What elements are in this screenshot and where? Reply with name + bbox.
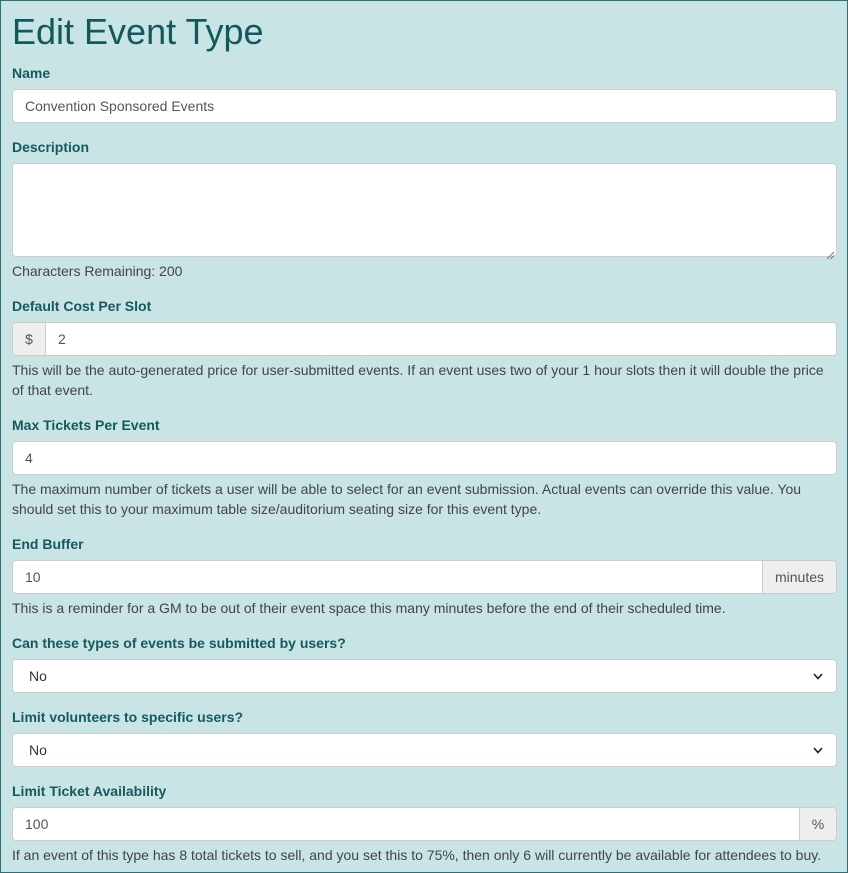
user-submitted-label: Can these types of events be submitted by users? (12, 635, 346, 651)
default-cost-input[interactable]: 2 (45, 322, 837, 356)
max-tickets-help: The maximum number of tickets a user will be able to select for an event submission. Actual events can override this value. You should set this to your maximum table size/auditorium seating size for this event type. (12, 481, 802, 517)
limit-volunteers-select[interactable] (12, 733, 837, 767)
max-tickets-form-group (12, 415, 837, 519)
max-tickets-input[interactable]: 4 (12, 441, 837, 475)
description-form-group (12, 137, 837, 281)
chevron-down-icon (812, 744, 824, 756)
name-input[interactable]: Convention Sponsored Events (12, 89, 837, 123)
user-submitted-select[interactable] (12, 659, 837, 693)
default-cost-label: Default Cost Per Slot (12, 298, 152, 314)
ticket-availability-help: If an event of this type has 8 total tickets to sell, and you set this to 75%, then only 6 will currently be available for attendees to buy. (12, 847, 822, 863)
end-buffer-help: This is a reminder for a GM to be out of their event space this many minutes before the end of their scheduled time. (12, 600, 726, 616)
limit-volunteers-label: Limit volunteers to specific users? (12, 709, 244, 725)
end-buffer-input-group (12, 560, 837, 594)
description-label: Description (12, 139, 90, 155)
end-buffer-label: End Buffer (12, 536, 84, 552)
default-cost-help: This will be the auto-generated price for user-submitted events. If an event uses two of your 1 hour slots then it will double the price of that event. (12, 362, 824, 398)
resize-grip-icon[interactable] (826, 246, 834, 254)
max-tickets-label: Max Tickets Per Event (12, 417, 160, 433)
page-title: Edit Event Type (12, 11, 264, 52)
limit-volunteers-selected: No (29, 742, 47, 758)
minutes-addon: minutes (763, 560, 837, 594)
ticket-availability-form-group (12, 781, 837, 865)
default-cost-input-group (12, 322, 837, 356)
default-cost-form-group (12, 296, 837, 400)
ticket-availability-label: Limit Ticket Availability (12, 783, 167, 799)
user-submitted-selected: No (29, 668, 47, 684)
name-form-group (12, 63, 837, 123)
user-submitted-form-group (12, 633, 837, 693)
ticket-availability-input-group (12, 807, 837, 841)
chevron-down-icon (812, 670, 824, 682)
ticket-availability-input[interactable]: 100 (12, 807, 800, 841)
limit-volunteers-form-group (12, 707, 837, 767)
percent-addon: % (800, 807, 837, 841)
description-textarea[interactable] (12, 163, 837, 257)
end-buffer-input[interactable]: 10 (12, 560, 763, 594)
end-buffer-form-group (12, 534, 837, 618)
characters-remaining: Characters Remaining: 200 (12, 263, 183, 279)
dollar-addon: $ (12, 322, 45, 356)
name-label: Name (12, 65, 51, 81)
